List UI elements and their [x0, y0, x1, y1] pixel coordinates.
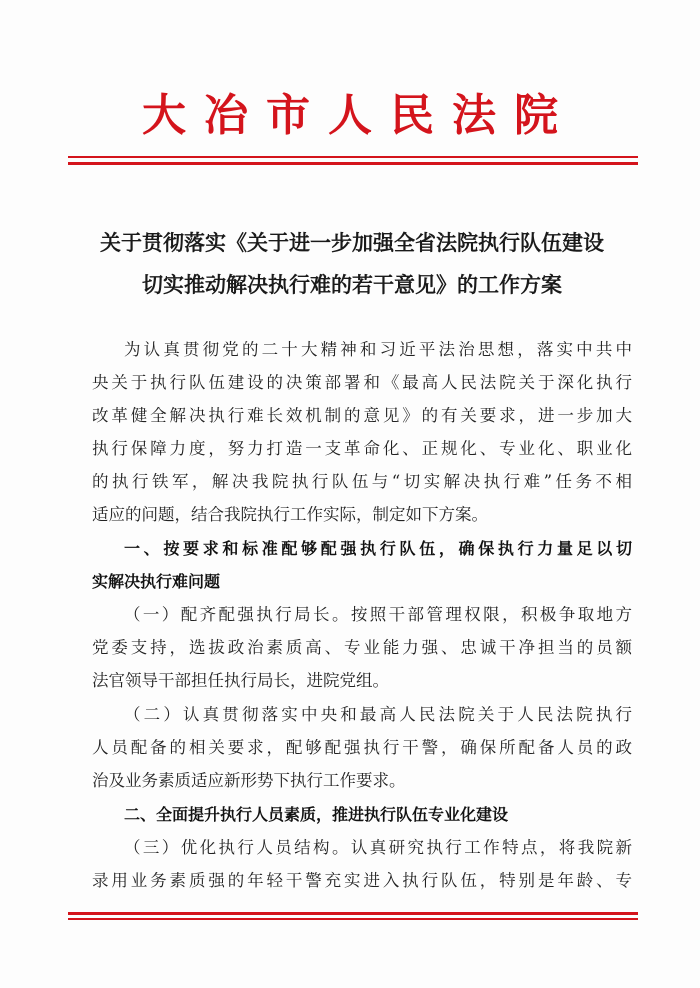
body-line: 录用业务素质强的年轻干警充实进入执行队伍，特别是年龄、专 [92, 871, 632, 890]
body-line: 执行保障力度，努力打造一支革命化、正规化、专业化、职业化 [92, 439, 632, 458]
body-line: 改革健全解决执行难长效机制的意见》的有关要求，进一步加大 [92, 406, 632, 425]
body-line: 法官领导干部担任执行局长，进院党组。 [92, 671, 389, 690]
body-line: 为认真贯彻党的二十大精神和习近平法治思想，落实中共中 [124, 340, 632, 359]
body-line: （一）配齐配强执行局长。按照干部管理权限，积极争取地方 [124, 605, 632, 624]
body-line: 人员配备的相关要求，配够配强执行干警，确保所配备人员的政 [92, 738, 632, 757]
body-line: 的执行铁军，解决我院执行队伍与“切实解决执行难”任务不相 [92, 472, 632, 491]
footer-divider-thick [68, 912, 638, 915]
section-heading-1: 一、按要求和标准配够配强执行队伍，确保执行力量足以切 [124, 539, 632, 558]
body-line: （二）认真贯彻落实中央和最高人民法院关于人民法院执行 [124, 705, 632, 724]
body-line: 央关于执行队伍建设的决策部署和《最高人民法院关于深化执行 [92, 373, 632, 392]
document-title-line-1: 关于贯彻落实《关于进一步加强全省法院执行队伍建设 [100, 230, 604, 255]
body-line: （三）优化执行人员结构。认真研究执行工作特点，将我院新 [124, 838, 632, 857]
footer-divider-thin [68, 918, 638, 920]
body-line: 党委支持，选拔政治素质高、专业能力强、忠诚干净担当的员额 [92, 638, 632, 657]
body-line: 适应的问题，结合我院执行工作实际，制定如下方案。 [92, 505, 488, 524]
body-line: 治及业务素质适应新形势下执行工作要求。 [92, 771, 406, 790]
section-heading-2: 二、全面提升执行人员素质，推进执行队伍专业化建设 [124, 805, 509, 824]
document-title-line-2: 切实推动解决执行难的若干意见》的工作方案 [142, 272, 562, 297]
header-divider-thick [68, 162, 638, 165]
header-divider-thin [68, 156, 638, 158]
court-letterhead-title: 大冶市人民法院 [142, 90, 576, 141]
section-heading-1-cont: 实解决执行难问题 [92, 572, 221, 591]
